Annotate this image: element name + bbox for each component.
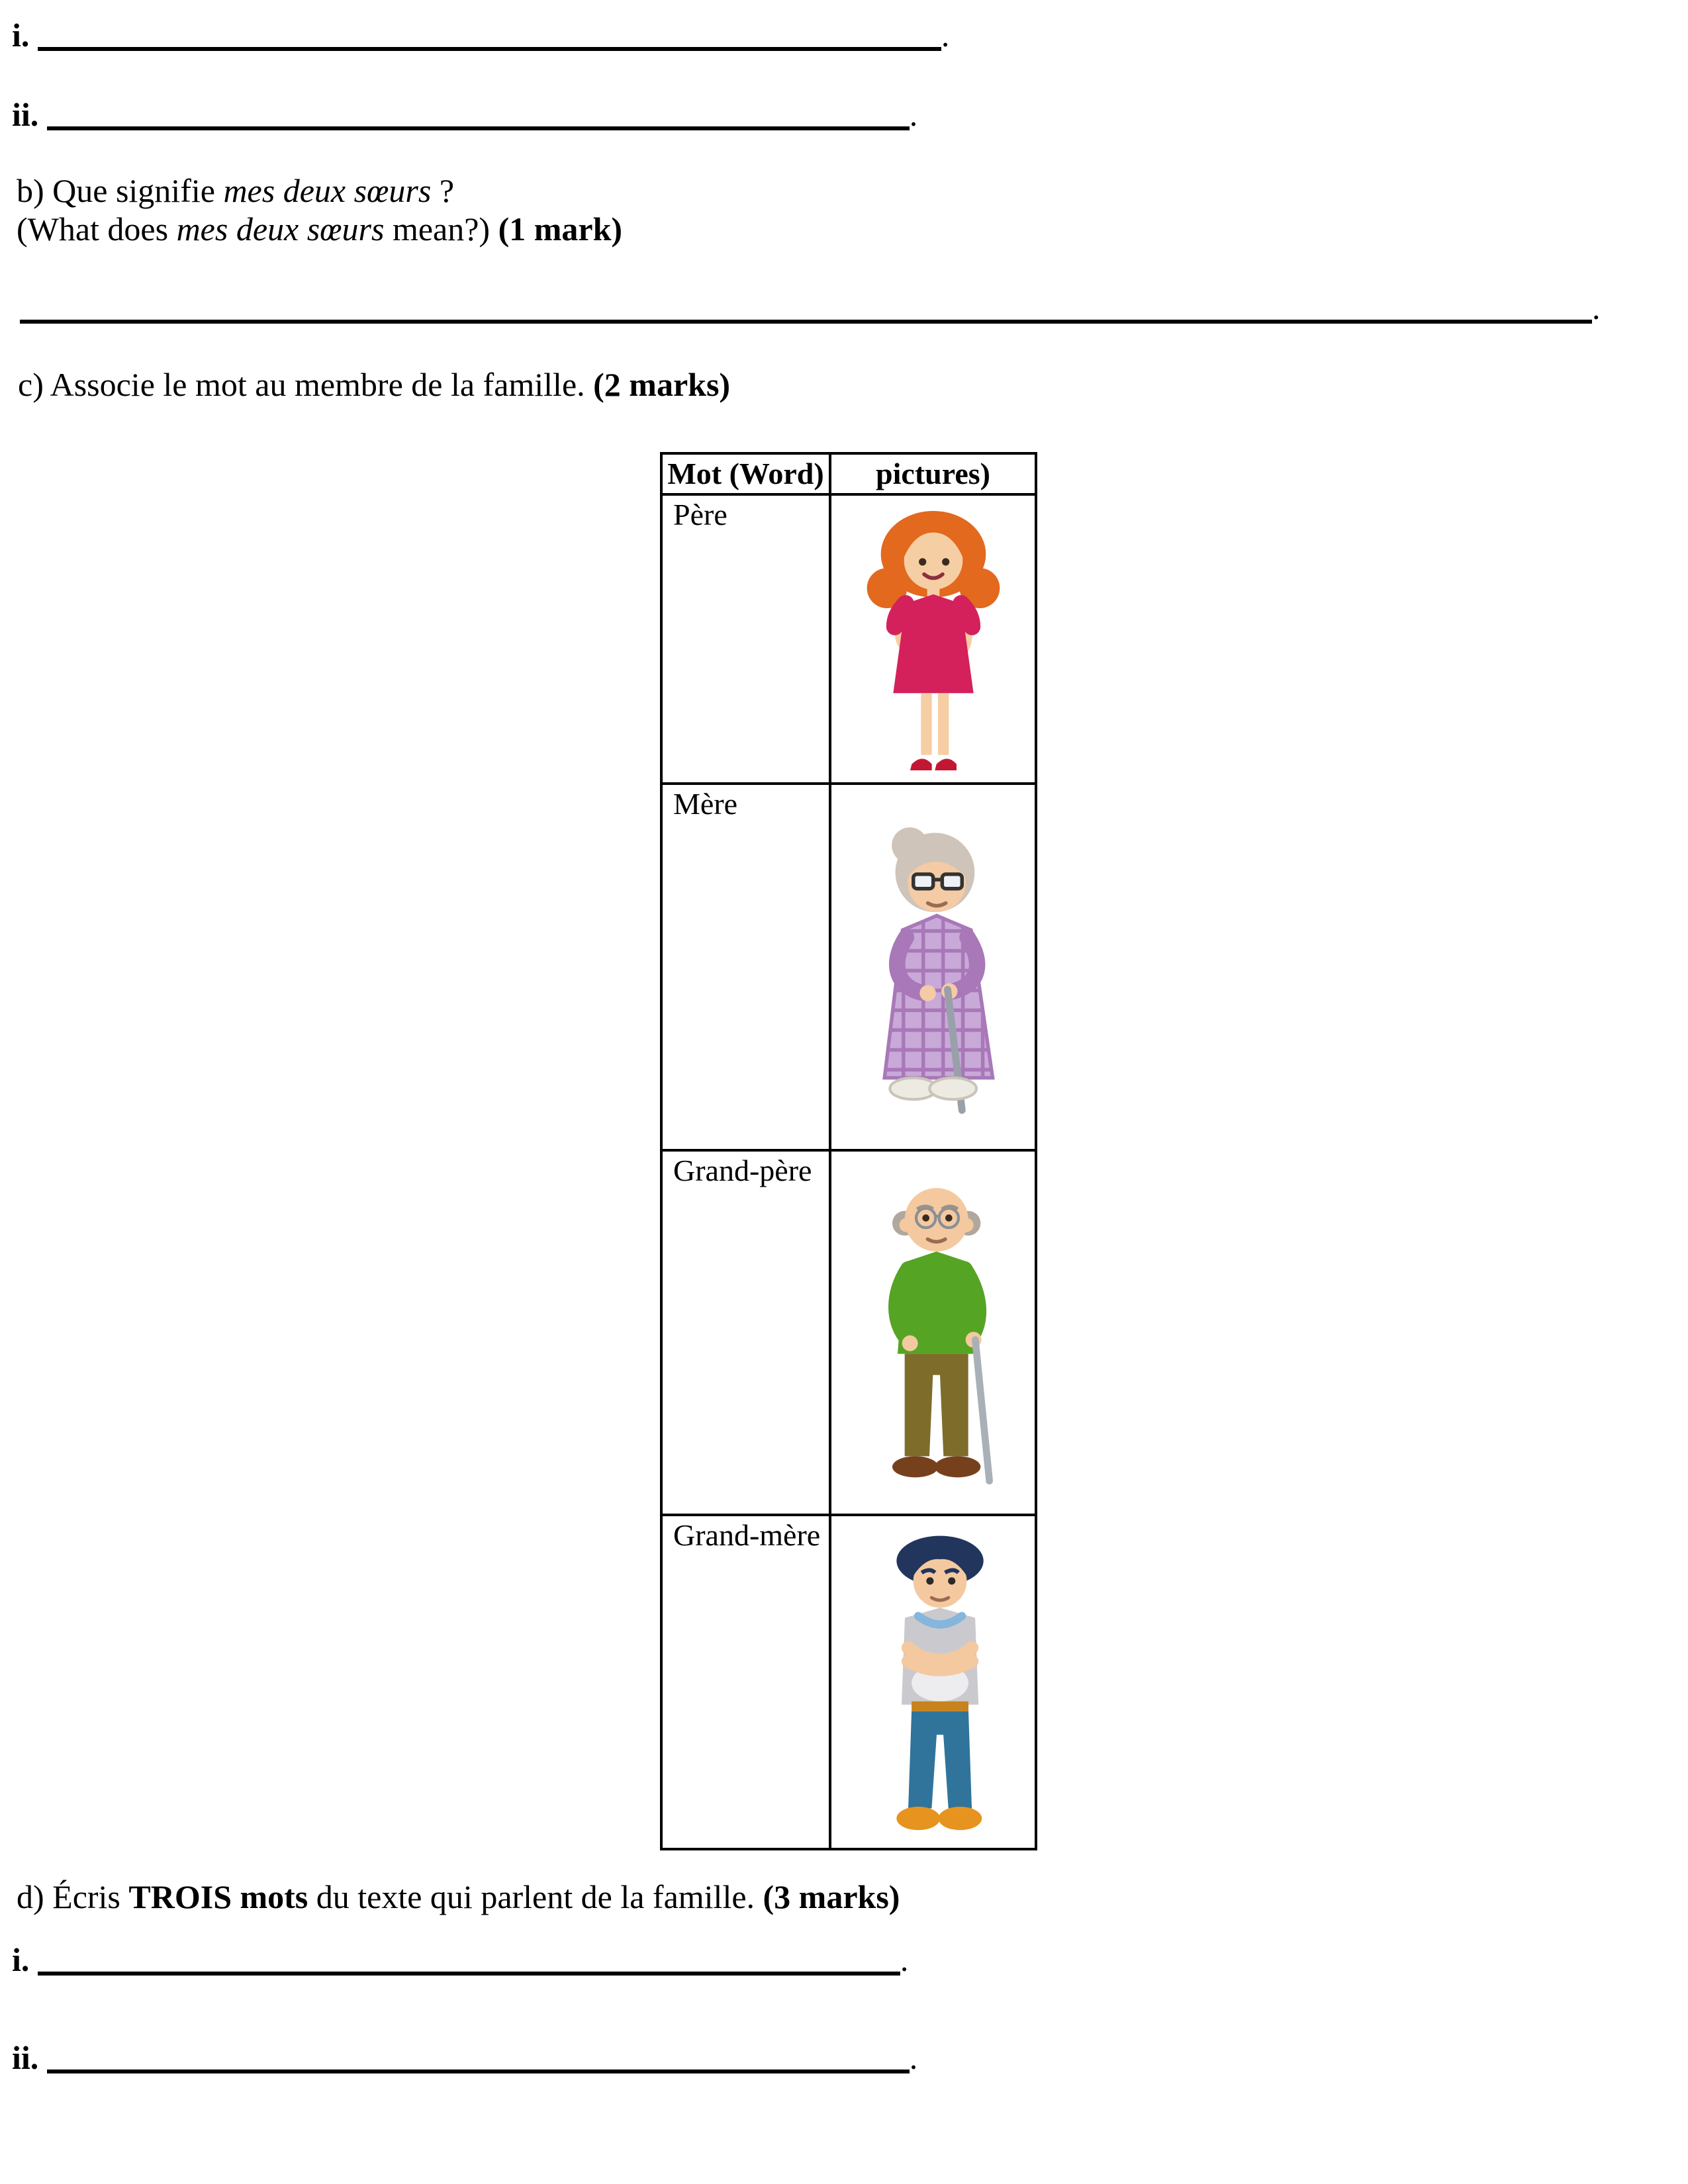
table-header-word: Mot (Word) xyxy=(661,453,830,494)
answer-line-ii-label: ii. xyxy=(12,96,39,133)
table-row xyxy=(661,1515,1036,1849)
section-b-line2-italic-phrase: mes deux sœurs xyxy=(176,210,385,248)
answer-blank-ii xyxy=(47,126,910,130)
section-d-line-ii-label: ii. xyxy=(12,2039,39,2076)
section-b-line1 xyxy=(17,171,622,210)
section-b-line1-italic-phrase: mes deux sœurs xyxy=(223,172,432,209)
section-b-line2-mid: mean?) xyxy=(384,210,498,248)
young-man-figure xyxy=(841,1527,1025,1845)
section-d-line-i-label: i. xyxy=(12,1941,30,1978)
section-b-marks: (1 mark) xyxy=(498,210,623,248)
section-c-heading xyxy=(18,365,730,404)
word-cell-grand-mere: Grand-mère xyxy=(661,1515,830,1849)
period: . xyxy=(1592,289,1601,326)
section-b-line1-prefix: b) Que signifie xyxy=(17,172,224,209)
table-header-pictures: pictures) xyxy=(830,453,1036,494)
section-c-heading-text: c) Associe le mot au membre de la famille. xyxy=(18,366,594,403)
answer-blank-i xyxy=(38,47,941,51)
table-row xyxy=(661,1150,1036,1515)
section-b-answer-line xyxy=(20,289,1601,327)
mother-figure xyxy=(841,502,1026,780)
picture-cell-grandfather xyxy=(830,1150,1036,1515)
section-d-heading xyxy=(17,1878,900,1916)
table-row xyxy=(661,784,1036,1150)
answer-line-ii xyxy=(12,95,917,134)
period: . xyxy=(941,17,950,54)
section-d-heading-mid: du texte qui parlent de la famille. xyxy=(308,1878,763,1915)
section-d-heading-prefix: d) Écris xyxy=(17,1878,129,1915)
grandfather-figure xyxy=(834,1167,1032,1511)
period: . xyxy=(909,2039,918,2076)
section-d-answer-blank-i xyxy=(38,1972,900,1976)
period: . xyxy=(909,96,918,133)
section-d-marks: (3 marks) xyxy=(763,1878,900,1915)
section-b-heading xyxy=(17,171,622,248)
section-c-marks: (2 marks) xyxy=(593,366,731,403)
section-b-line2-prefix: (What does xyxy=(17,210,177,248)
picture-cell-young-man xyxy=(830,1515,1036,1849)
section-d-answer-line-i xyxy=(12,1940,908,1979)
section-d-answer-blank-ii xyxy=(47,2070,910,2073)
picture-cell-mother xyxy=(830,494,1036,784)
match-table xyxy=(660,452,1037,1850)
word-cell-grand-pere: Grand-père xyxy=(661,1150,830,1515)
section-b-answer-blank xyxy=(20,320,1592,324)
answer-line-i-label: i. xyxy=(12,17,30,54)
answer-line-i xyxy=(12,16,949,54)
section-b-line2 xyxy=(17,210,622,248)
picture-cell-grandmother xyxy=(830,784,1036,1150)
section-d-heading-bold: TROIS mots xyxy=(128,1878,308,1915)
word-cell-pere: Père xyxy=(661,494,830,784)
section-b-line1-suffix: ? xyxy=(431,172,455,209)
period: . xyxy=(900,1941,909,1978)
table-row xyxy=(661,494,1036,784)
match-table-header-row xyxy=(661,453,1036,494)
section-d-answer-line-ii xyxy=(12,2038,917,2077)
grandmother-figure xyxy=(834,822,1032,1146)
word-cell-mere: Mère xyxy=(661,784,830,1150)
